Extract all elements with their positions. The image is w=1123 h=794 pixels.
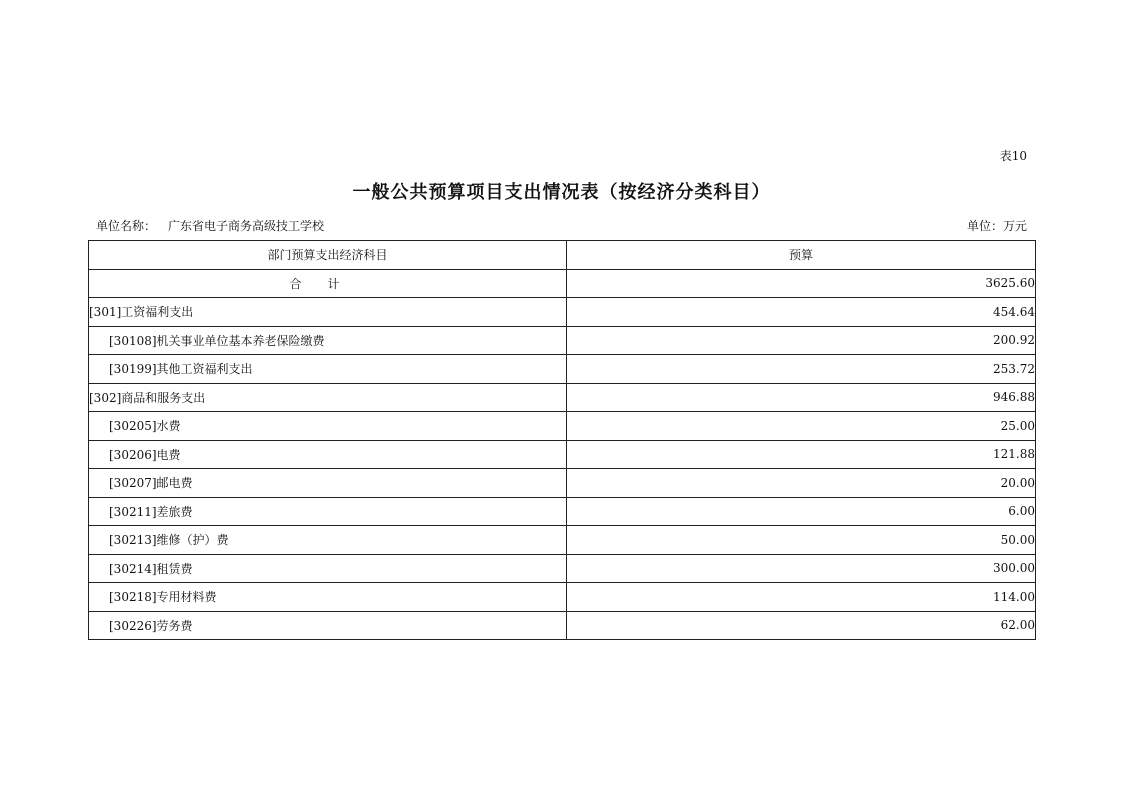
row-category: [30214]租赁费 xyxy=(89,554,567,583)
table-row xyxy=(89,355,1036,384)
unit-name: 广东省电子商务高级技工学校 xyxy=(168,219,325,233)
table-row xyxy=(89,469,1036,498)
row-category: [30205]水费 xyxy=(89,412,567,441)
row-category: [30206]电费 xyxy=(89,440,567,469)
unit-name-line xyxy=(96,217,324,234)
row-value: 20.00 xyxy=(567,469,1036,498)
row-category: [30218]专用材料费 xyxy=(89,583,567,612)
table-row xyxy=(89,440,1036,469)
budget-table xyxy=(88,240,1036,640)
table-number: 表10 xyxy=(999,149,1027,163)
row-value: 454.64 xyxy=(567,298,1036,327)
row-category: [301]工资福利支出 xyxy=(89,298,567,327)
total-row xyxy=(89,269,1036,298)
total-value: 3625.60 xyxy=(567,269,1036,298)
row-value: 114.00 xyxy=(567,583,1036,612)
table-row xyxy=(89,526,1036,555)
row-category: [302]商品和服务支出 xyxy=(89,383,567,412)
unit-name-label: 单位名称： xyxy=(96,219,157,233)
table-row xyxy=(89,326,1036,355)
row-value: 200.92 xyxy=(567,326,1036,355)
total-label: 合计 xyxy=(89,269,567,298)
row-category: [30207]邮电费 xyxy=(89,469,567,498)
row-category: [30199]其他工资福利支出 xyxy=(89,355,567,384)
row-value: 6.00 xyxy=(567,497,1036,526)
row-value: 62.00 xyxy=(567,611,1036,640)
column-header-category: 部门预算支出经济科目 xyxy=(89,241,567,270)
row-category: [30211]差旅费 xyxy=(89,497,567,526)
row-value: 50.00 xyxy=(567,526,1036,555)
table-row xyxy=(89,298,1036,327)
row-value: 253.72 xyxy=(567,355,1036,384)
row-category: [30213]维修（护）费 xyxy=(89,526,567,555)
row-category: [30108]机关事业单位基本养老保险缴费 xyxy=(89,326,567,355)
row-value: 121.88 xyxy=(567,440,1036,469)
table-row xyxy=(89,383,1036,412)
table-row xyxy=(89,554,1036,583)
document-title: 一般公共预算项目支出情况表（按经济分类科目） xyxy=(352,182,771,203)
table-row xyxy=(89,611,1036,640)
column-header-budget: 预算 xyxy=(567,241,1036,270)
table-row xyxy=(89,412,1036,441)
table-header-row xyxy=(89,241,1036,270)
currency-unit: 单位：万元 xyxy=(966,219,1027,233)
row-value: 946.88 xyxy=(567,383,1036,412)
table-row xyxy=(89,497,1036,526)
row-category: [30226]劳务费 xyxy=(89,611,567,640)
row-value: 25.00 xyxy=(567,412,1036,441)
row-value: 300.00 xyxy=(567,554,1036,583)
table-row xyxy=(89,583,1036,612)
